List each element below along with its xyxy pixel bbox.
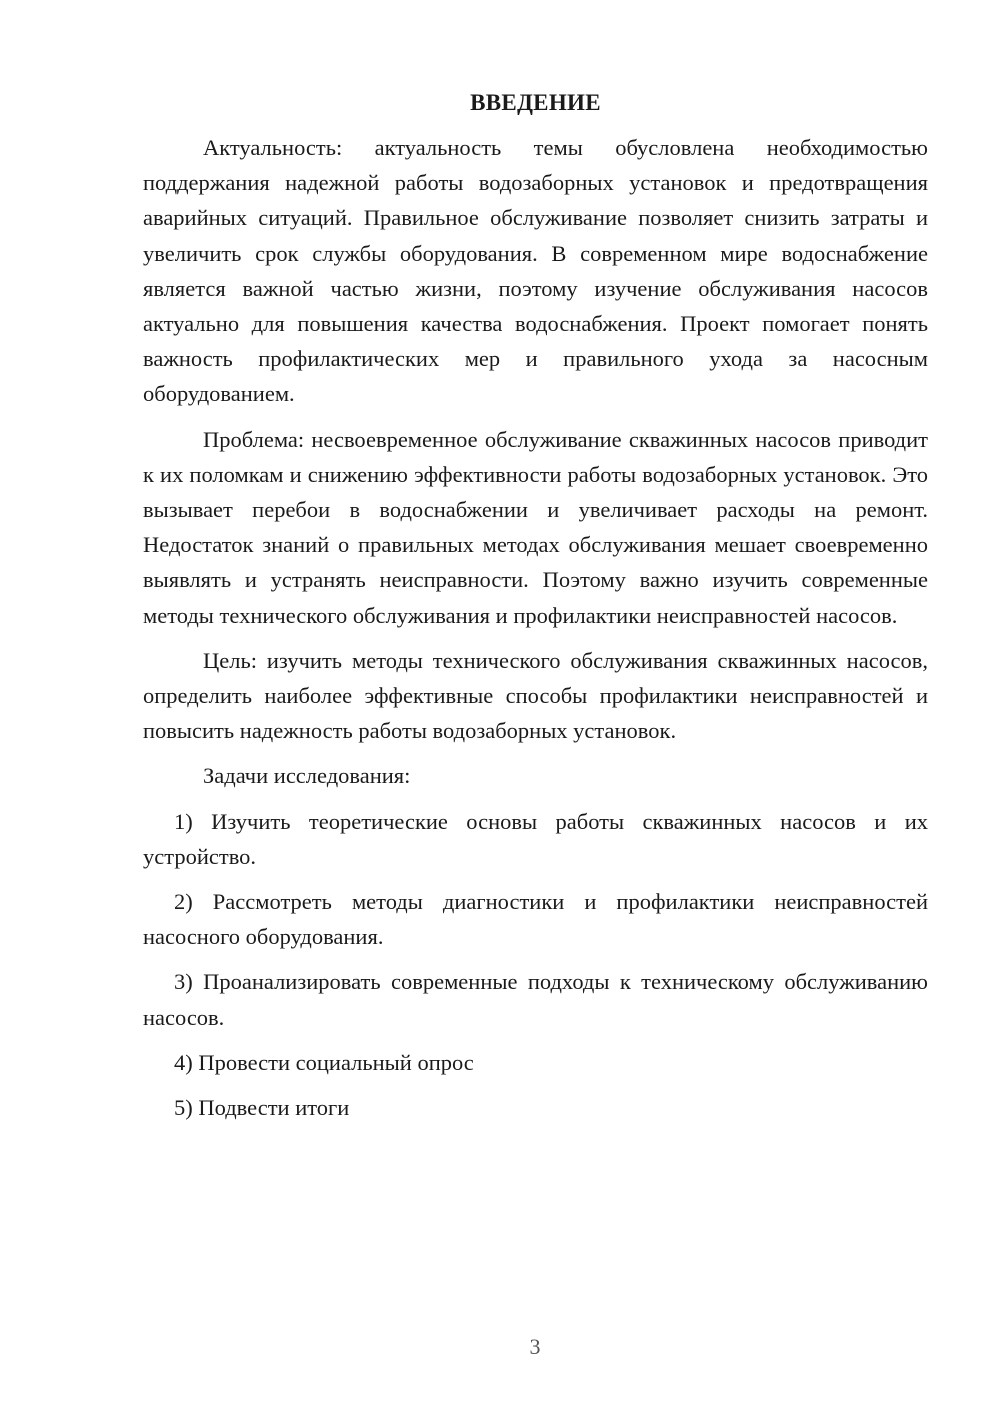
paragraph-problem: Проблема: несвоевременное обслуживание скважинных насосов приводит к их поломкам и снижению эффективности работы водозаборных установок. Это вызывает перебои в водоснабжении и увеличивает расходы на ремонт. Недостаток знаний о правильных методах обслуживания мешает своевременно выявлять и устранять неисправности. Поэтому важно изучить современные методы технического обслуживания и профилактики неисправностей насосов. bbox=[143, 426, 928, 628]
task-item-1: 1) Изучить теоретические основы работы скважинных насосов и их устройство. bbox=[143, 808, 928, 869]
task-item-3: 3) Проанализировать современные подходы к техническому обслуживанию насосов. bbox=[143, 969, 928, 1030]
page-number: 3 bbox=[529, 1334, 541, 1359]
page-title: ВВЕДЕНИЕ bbox=[470, 90, 601, 115]
paragraph-relevance: Актуальность: актуальность темы обусловлена необходимостью поддержания надежной работы водозаборных установок и предотвращения аварийных ситуаций. Правильное обслуживание позволяет снизить затраты и увеличить срок службы оборудования. В современном мире водоснабжение является важной частью жизни, поэтому изучение обслуживания насосов актуально для повышения качества водоснабжения. Проект помогает понять важность профилактических мер и правильного ухода за насосным оборудованием. bbox=[143, 135, 928, 407]
paragraph-goal: Цель: изучить методы технического обслуживания скважинных насосов, определить наиболее эффективные способы профилактики неисправностей и повысить надежность работы водозаборных установок. bbox=[143, 647, 928, 744]
paragraph-tasks-heading: Задачи исследования: bbox=[203, 763, 411, 789]
task-item-5: 5) Подвести итоги bbox=[174, 1095, 350, 1121]
document-page bbox=[143, 88, 928, 1135]
task-item-2: 2) Рассмотреть методы диагностики и профилактики неисправностей насосного оборудования. bbox=[143, 889, 928, 950]
task-item-4: 4) Провести социальный опрос bbox=[174, 1049, 474, 1075]
